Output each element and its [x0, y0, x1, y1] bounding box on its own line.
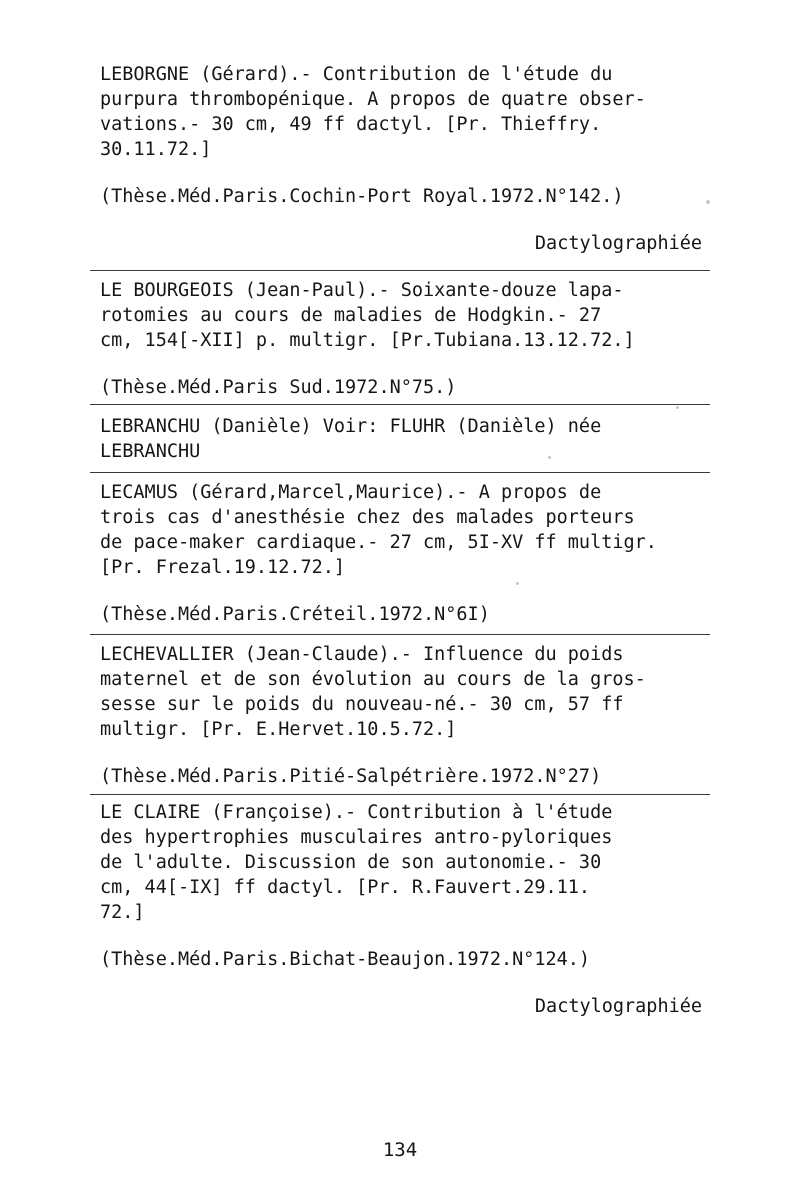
- scan-speck: [548, 456, 551, 459]
- entry-line: de l'adulte. Discussion de son autonomie.- 30: [100, 852, 602, 873]
- entry-line: LECAMUS (Gérard,Marcel,Maurice).- A propos de: [100, 482, 602, 503]
- entry-line: des hypertrophies musculaires antro-pyloriques: [100, 827, 613, 848]
- scan-speck: [516, 582, 519, 585]
- dactylographiee-note: Dactylographiée: [534, 233, 702, 254]
- entry-line: cm, 154[-XII] p. multigr. [Pr.Tubiana.13.12.72.]: [100, 330, 635, 351]
- entry-line: [Pr. Frezal.19.12.72.]: [100, 557, 346, 578]
- entry-line: maternel et de son évolution au cours de la gros-: [100, 669, 646, 690]
- dactylographiee-note: Dactylographiée: [534, 996, 702, 1017]
- thesis-reference: (Thèse.Méd.Paris Sud.1972.N°75.): [100, 377, 457, 398]
- thesis-reference: (Thèse.Méd.Paris.Créteil.1972.N°6I): [100, 604, 490, 625]
- entry-line: trois cas d'anesthésie chez des malades porteurs: [100, 507, 635, 528]
- page-number: 134: [382, 1139, 418, 1161]
- catalog-entry-lebranchu: [100, 414, 712, 464]
- entry-line: 30.11.72.]: [100, 139, 212, 160]
- entry-separator: [90, 472, 710, 473]
- thesis-reference: (Thèse.Méd.Paris.Pitié-Salpétrière.1972.N°27): [100, 766, 602, 787]
- scan-speck: [676, 406, 679, 409]
- catalog-entry-le-bourgeois: [100, 278, 712, 400]
- entry-separator: [90, 404, 710, 405]
- entry-line: LECHEVALLIER (Jean-Claude).- Influence du poids: [100, 644, 624, 665]
- entry-line: LEBRANCHU (Danièle) Voir: FLUHR (Danièle) née: [100, 416, 602, 437]
- entry-separator: [90, 794, 710, 795]
- entry-line: sesse sur le poids du nouveau-né.- 30 cm, 57 ff: [100, 694, 624, 715]
- entry-line: cm, 44[-IX] ff dactyl. [Pr. R.Fauvert.29.11.: [100, 877, 591, 898]
- entry-line: rotomies au cours de maladies de Hodgkin.- 27: [100, 305, 602, 326]
- catalog-entry-lechevallier: [100, 642, 712, 789]
- entry-line: LEBRANCHU: [100, 441, 201, 462]
- entry-line: vations.- 30 cm, 49 ff dactyl. [Pr. Thieffry.: [100, 114, 602, 135]
- entry-line: LEBORGNE (Gérard).- Contribution de l'étude du: [100, 64, 613, 85]
- catalog-entry-leborgne: [100, 62, 712, 256]
- thesis-reference: (Thèse.Méd.Paris.Cochin-Port Royal.1972.N°142.): [100, 186, 624, 207]
- entry-separator: [90, 634, 710, 635]
- entry-line: purpura thrombopénique. A propos de quatre obser-: [100, 89, 646, 110]
- entry-line: LE CLAIRE (Françoise).- Contribution à l'étude: [100, 802, 613, 823]
- catalog-entry-le-claire: [100, 800, 712, 1019]
- entry-separator: [90, 270, 710, 271]
- scan-speck: [706, 200, 710, 204]
- entry-line: multigr. [Pr. E.Hervet.10.5.72.]: [100, 719, 457, 740]
- entry-line: de pace-maker cardiaque.- 27 cm, 5I-XV ff multigr.: [100, 532, 657, 553]
- catalog-entry-lecamus: [100, 480, 712, 627]
- thesis-reference: (Thèse.Méd.Paris.Bichat-Beaujon.1972.N°124.): [100, 949, 591, 970]
- entry-line: 72.]: [100, 902, 145, 923]
- entry-line: LE BOURGEOIS (Jean-Paul).- Soixante-douze lapa-: [100, 280, 624, 301]
